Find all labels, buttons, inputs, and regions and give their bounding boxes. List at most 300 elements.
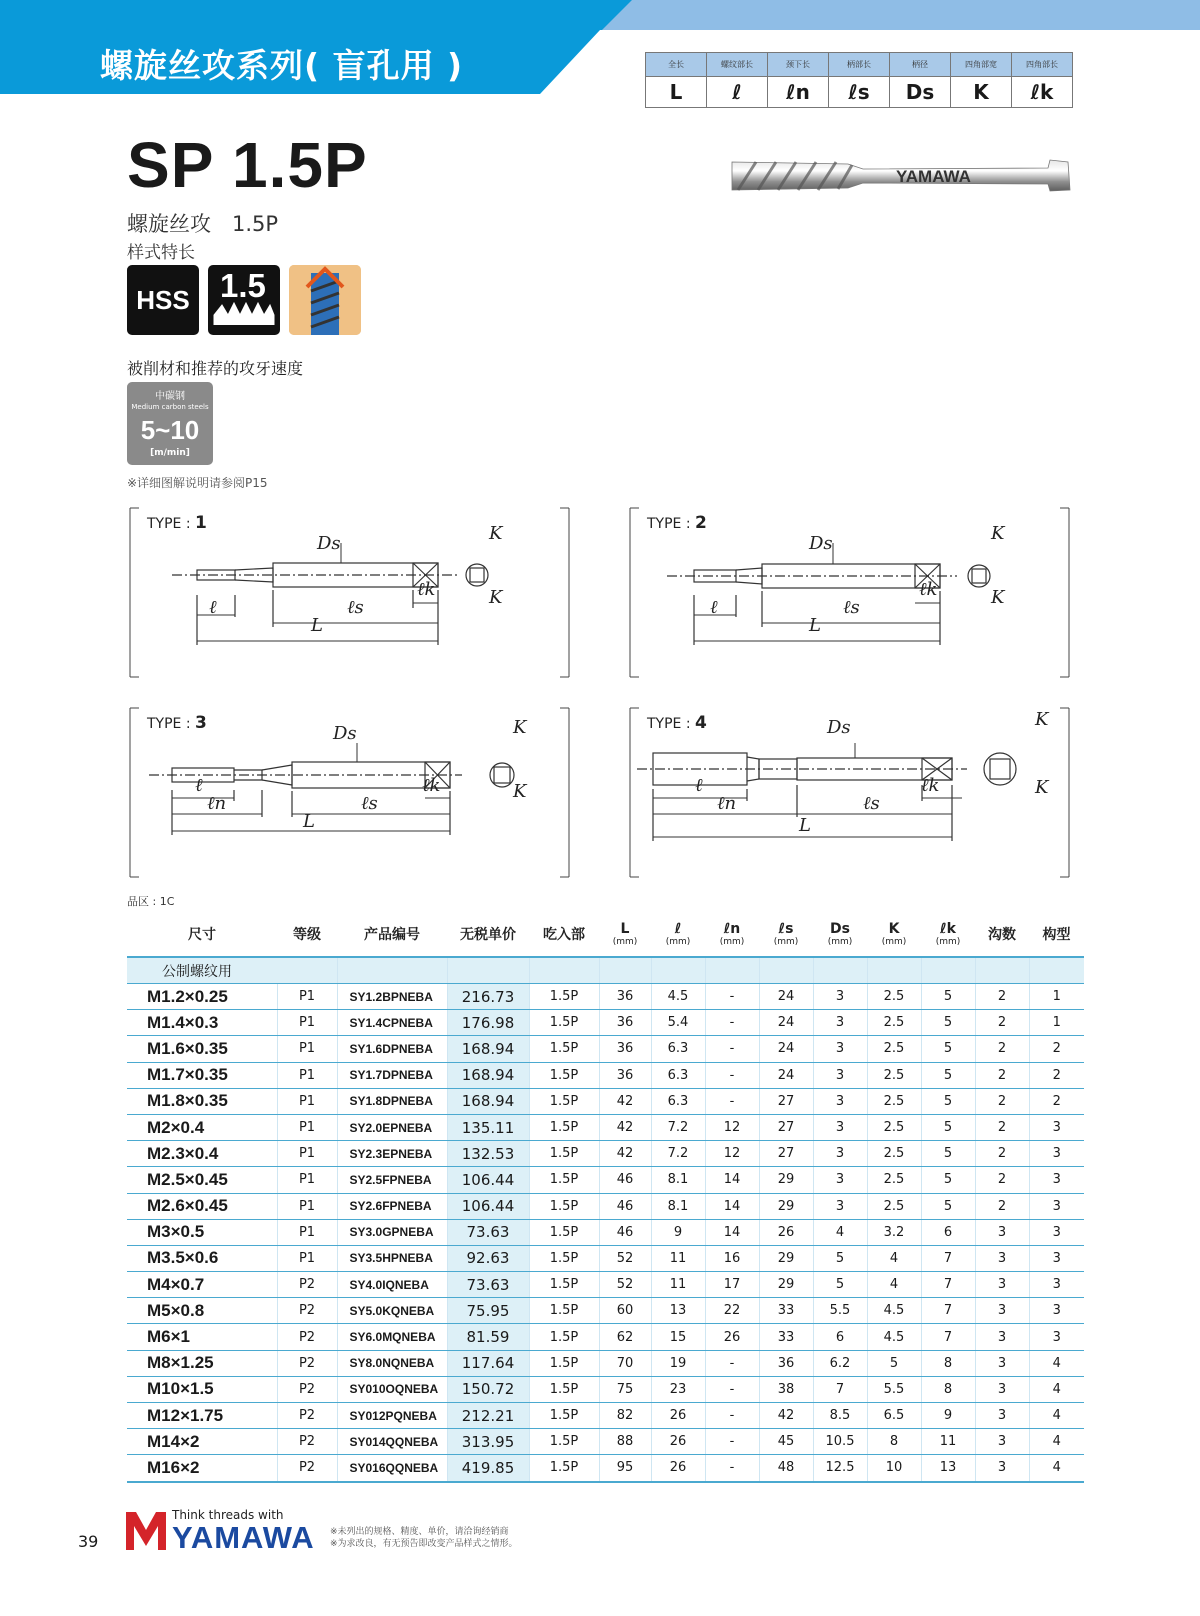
table-cell: 7: [921, 1245, 975, 1271]
table-cell: 1: [1029, 984, 1084, 1010]
table-cell: 6.2: [813, 1350, 867, 1376]
table-cell: 9: [651, 1219, 705, 1245]
table-cell: 27: [759, 1114, 813, 1140]
page-title: 螺旋丝攻系列( 盲孔用 ): [100, 46, 464, 85]
table-cell: 7: [813, 1376, 867, 1402]
svg-text:ℓk: ℓk: [422, 775, 441, 796]
table-cell: 1.5P: [529, 1088, 599, 1114]
table-cell: 3: [975, 1376, 1029, 1402]
column-header: 产品编号: [337, 912, 447, 957]
table-cell: SY2.5FPNEBA: [337, 1167, 447, 1193]
footer-brand: YAMAWA: [172, 1520, 315, 1555]
table-cell: 2: [975, 1141, 1029, 1167]
table-cell: 3: [1029, 1193, 1084, 1219]
reference-note: ※详细图解说明请参阅P15: [127, 476, 268, 490]
table-cell: 2: [975, 1036, 1029, 1062]
table-cell: 5: [921, 1114, 975, 1140]
tap-tool-image: [728, 156, 1073, 196]
legend-label: 四角部宽: [951, 53, 1012, 77]
table-cell: M10×1.5: [127, 1376, 277, 1402]
table-cell: 3: [1029, 1245, 1084, 1271]
table-cell: 4: [1029, 1403, 1084, 1429]
svg-text:ℓs: ℓs: [361, 793, 378, 814]
svg-text:K: K: [513, 717, 527, 738]
table-row: [127, 1219, 1084, 1245]
table-cell: P2: [277, 1350, 337, 1376]
table-cell: 8: [921, 1376, 975, 1402]
table-cell: 4: [867, 1272, 921, 1298]
table-cell: SY016QQNEBA: [337, 1455, 447, 1482]
table-cell: P1: [277, 1245, 337, 1271]
table-cell: SY8.0NQNEBA: [337, 1350, 447, 1376]
table-cell: M12×1.75: [127, 1403, 277, 1429]
table-cell: 1.5P: [529, 1403, 599, 1429]
table-cell: 5.5: [867, 1376, 921, 1402]
table-cell: 36: [759, 1350, 813, 1376]
table-cell: 81.59: [447, 1324, 529, 1350]
table-cell: P1: [277, 984, 337, 1010]
table-cell: -: [705, 1062, 759, 1088]
table-cell: 2: [975, 1088, 1029, 1114]
table-cell: 27: [759, 1088, 813, 1114]
table-cell: 3: [813, 1062, 867, 1088]
legend-label: 全长: [646, 53, 707, 77]
table-row: [127, 1036, 1084, 1062]
table-cell: 4.5: [651, 984, 705, 1010]
table-cell: 150.72: [447, 1376, 529, 1402]
table-cell: SY3.0GPNEBA: [337, 1219, 447, 1245]
table-row: [127, 1167, 1084, 1193]
footer-tagline: Think threads with: [172, 1508, 284, 1522]
table-row: [127, 1324, 1084, 1350]
svg-text:K: K: [1035, 709, 1049, 730]
table-cell: P2: [277, 1298, 337, 1324]
table-cell: SY3.5HPNEBA: [337, 1245, 447, 1271]
svg-text:ℓ: ℓ: [695, 775, 703, 796]
table-cell: 22: [705, 1298, 759, 1324]
legend-symbol: ℓn: [768, 77, 829, 108]
table-cell: 4: [867, 1245, 921, 1271]
table-cell: M3.5×0.6: [127, 1245, 277, 1271]
table-row: [127, 1272, 1084, 1298]
table-cell: 2: [975, 984, 1029, 1010]
yamawa-logo-icon: [126, 1508, 166, 1550]
table-cell: 88: [599, 1429, 651, 1455]
table-cell: 60: [599, 1298, 651, 1324]
table-cell: 3: [1029, 1167, 1084, 1193]
table-cell: 1.5P: [529, 1298, 599, 1324]
dim-label-l: ℓ: [209, 597, 217, 618]
table-cell: 1.5P: [529, 1036, 599, 1062]
table-cell: 1.5P: [529, 1062, 599, 1088]
table-cell: 1.5P: [529, 1245, 599, 1271]
svg-text:L: L: [303, 811, 315, 832]
table-cell: 5: [867, 1350, 921, 1376]
table-row: [127, 984, 1084, 1010]
table-cell: 216.73: [447, 984, 529, 1010]
table-cell: -: [705, 1429, 759, 1455]
svg-text:Ds: Ds: [333, 723, 357, 744]
chip-evacuation-icon: [289, 265, 361, 335]
table-cell: 2: [1029, 1062, 1084, 1088]
column-header: ℓn (mm): [705, 912, 759, 957]
table-cell: -: [705, 1350, 759, 1376]
table-cell: 29: [759, 1193, 813, 1219]
table-cell: 3: [1029, 1298, 1084, 1324]
table-cell: 8: [867, 1429, 921, 1455]
table-cell: 2.5: [867, 1141, 921, 1167]
table-cell: 6.3: [651, 1062, 705, 1088]
spec-table: [127, 912, 1084, 1483]
table-cell: 52: [599, 1272, 651, 1298]
table-cell: SY6.0MQNEBA: [337, 1324, 447, 1350]
materials-heading: 被削材和推荐的攻牙速度: [127, 359, 304, 378]
table-cell: 29: [759, 1167, 813, 1193]
table-cell: 33: [759, 1324, 813, 1350]
table-cell: 9: [921, 1403, 975, 1429]
table-cell: 36: [599, 1062, 651, 1088]
table-cell: 2: [1029, 1088, 1084, 1114]
table-cell: P1: [277, 1088, 337, 1114]
table-cell: 29: [759, 1245, 813, 1271]
dimension-legend: [645, 52, 1073, 108]
table-cell: 75: [599, 1376, 651, 1402]
tool-brand: YAMAWA: [896, 167, 971, 186]
table-cell: 313.95: [447, 1429, 529, 1455]
pitch-badge: [208, 265, 280, 335]
table-cell: -: [705, 1455, 759, 1482]
table-cell: 4: [1029, 1350, 1084, 1376]
table-cell: 12: [705, 1114, 759, 1140]
svg-text:K: K: [991, 523, 1005, 544]
group-row: [127, 957, 1084, 984]
table-cell: P1: [277, 1141, 337, 1167]
table-cell: 73.63: [447, 1219, 529, 1245]
table-cell: M4×0.7: [127, 1272, 277, 1298]
table-cell: P1: [277, 1062, 337, 1088]
table-cell: 5: [813, 1245, 867, 1271]
material-name-en: Medium carbon steels: [131, 403, 209, 411]
table-cell: 117.64: [447, 1350, 529, 1376]
svg-text:ℓ: ℓ: [710, 597, 718, 618]
table-cell: 5: [921, 1167, 975, 1193]
product-subtitle: 螺旋丝攻 1.5P: [127, 212, 279, 236]
table-cell: 82: [599, 1403, 651, 1429]
cutting-speed-unit: [m/min]: [150, 448, 190, 458]
table-cell: 36: [599, 1036, 651, 1062]
table-cell: 3: [813, 1088, 867, 1114]
svg-text:ℓ: ℓ: [195, 775, 203, 796]
table-cell: -: [705, 1036, 759, 1062]
table-cell: P2: [277, 1376, 337, 1402]
dim-label-k: K: [489, 587, 503, 608]
table-cell: 106.44: [447, 1193, 529, 1219]
table-cell: 8.5: [813, 1403, 867, 1429]
table-cell: -: [705, 984, 759, 1010]
table-cell: M1.2×0.25: [127, 984, 277, 1010]
table-cell: M8×1.25: [127, 1350, 277, 1376]
table-cell: 3: [813, 1010, 867, 1036]
thread-profile-icon: [208, 265, 280, 335]
table-cell: 1.5P: [529, 984, 599, 1010]
table-cell: 1.5P: [529, 1193, 599, 1219]
table-cell: 1.5P: [529, 1324, 599, 1350]
type-4-diagram: [627, 705, 1072, 880]
table-cell: 168.94: [447, 1062, 529, 1088]
table-cell: -: [705, 1010, 759, 1036]
legend-symbol: ℓs: [829, 77, 890, 108]
table-cell: 15: [651, 1324, 705, 1350]
table-cell: 2.5: [867, 1114, 921, 1140]
table-cell: SY2.3EPNEBA: [337, 1141, 447, 1167]
legend-symbol: L: [646, 77, 707, 108]
column-header: 等级: [277, 912, 337, 957]
svg-text:L: L: [809, 615, 821, 636]
table-cell: M1.4×0.3: [127, 1010, 277, 1036]
legend-symbol: ℓ: [707, 77, 768, 108]
table-cell: 3: [813, 1167, 867, 1193]
table-cell: 5: [921, 1141, 975, 1167]
table-cell: 75.95: [447, 1298, 529, 1324]
table-cell: M2.6×0.45: [127, 1193, 277, 1219]
table-cell: M2.3×0.4: [127, 1141, 277, 1167]
table-cell: 13: [651, 1298, 705, 1324]
table-cell: P1: [277, 1219, 337, 1245]
table-cell: 3: [975, 1298, 1029, 1324]
column-header: 尺寸: [127, 912, 277, 957]
table-cell: SY2.0EPNEBA: [337, 1114, 447, 1140]
table-cell: -: [705, 1088, 759, 1114]
svg-text:ℓs: ℓs: [863, 793, 880, 814]
table-cell: 92.63: [447, 1245, 529, 1271]
table-cell: P2: [277, 1403, 337, 1429]
table-cell: 70: [599, 1350, 651, 1376]
svg-text:ℓn: ℓn: [717, 793, 737, 814]
svg-text:K: K: [991, 587, 1005, 608]
table-cell: 2.5: [867, 1036, 921, 1062]
table-row: [127, 1429, 1084, 1455]
column-header: 沟数: [975, 912, 1029, 957]
table-cell: 26: [651, 1403, 705, 1429]
table-cell: 4: [1029, 1455, 1084, 1482]
table-cell: 73.63: [447, 1272, 529, 1298]
column-header: K (mm): [867, 912, 921, 957]
table-cell: M1.8×0.35: [127, 1088, 277, 1114]
table-cell: 5.4: [651, 1010, 705, 1036]
table-cell: 52: [599, 1245, 651, 1271]
table-row: [127, 1403, 1084, 1429]
table-cell: 26: [651, 1429, 705, 1455]
speed-box: [127, 382, 213, 465]
table-cell: 4.5: [867, 1324, 921, 1350]
table-cell: 3: [1029, 1114, 1084, 1140]
table-cell: 3: [975, 1403, 1029, 1429]
table-cell: 14: [705, 1219, 759, 1245]
table-cell: 4: [1029, 1429, 1084, 1455]
table-cell: 11: [651, 1245, 705, 1271]
legend-label: 螺纹部长: [707, 53, 768, 77]
table-cell: 33: [759, 1298, 813, 1324]
table-cell: SY1.7DPNEBA: [337, 1062, 447, 1088]
table-row: [127, 1455, 1084, 1482]
table-cell: 7: [921, 1298, 975, 1324]
table-cell: 2.5: [867, 1010, 921, 1036]
column-header: ℓ (mm): [651, 912, 705, 957]
table-cell: 12: [705, 1141, 759, 1167]
table-cell: 5: [921, 1088, 975, 1114]
column-header: 构型: [1029, 912, 1084, 957]
table-cell: 17: [705, 1272, 759, 1298]
table-cell: 3: [1029, 1141, 1084, 1167]
table-cell: 3: [975, 1272, 1029, 1298]
table-cell: P2: [277, 1455, 337, 1482]
table-row: [127, 1350, 1084, 1376]
footer-note: ※未列出的规格、精度、单价，请洽询经销商: [330, 1527, 509, 1537]
table-cell: 3: [975, 1455, 1029, 1482]
table-cell: 168.94: [447, 1088, 529, 1114]
table-cell: 24: [759, 1010, 813, 1036]
table-cell: 3: [813, 1036, 867, 1062]
column-header: L (mm): [599, 912, 651, 957]
table-cell: 38: [759, 1376, 813, 1402]
svg-text:ℓk: ℓk: [919, 579, 938, 600]
table-cell: -: [705, 1376, 759, 1402]
table-row: [127, 1010, 1084, 1036]
table-cell: 29: [759, 1272, 813, 1298]
table-cell: 1.5P: [529, 1114, 599, 1140]
table-cell: P1: [277, 1193, 337, 1219]
table-cell: 1.5P: [529, 1141, 599, 1167]
table-cell: SY010OQNEBA: [337, 1376, 447, 1402]
legend-symbol: K: [951, 77, 1012, 108]
table-cell: 26: [759, 1219, 813, 1245]
table-cell: 1.5P: [529, 1376, 599, 1402]
type-label: TYPE : 3: [147, 713, 207, 733]
legend-symbol: Ds: [890, 77, 951, 108]
table-cell: 3: [1029, 1219, 1084, 1245]
table-cell: 26: [705, 1324, 759, 1350]
table-cell: 95: [599, 1455, 651, 1482]
table-cell: -: [705, 1403, 759, 1429]
product-model: SP 1.5P: [127, 129, 368, 201]
table-cell: 5: [813, 1272, 867, 1298]
type-3-diagram: [127, 705, 572, 880]
table-cell: 7: [921, 1272, 975, 1298]
table-cell: 3: [813, 1193, 867, 1219]
table-cell: 7.2: [651, 1141, 705, 1167]
table-cell: 2.5: [867, 1062, 921, 1088]
table-cell: 2.5: [867, 1088, 921, 1114]
table-cell: 5: [921, 1010, 975, 1036]
table-cell: 27: [759, 1141, 813, 1167]
table-cell: 6: [813, 1324, 867, 1350]
legend-label: 柄部长: [829, 53, 890, 77]
table-cell: SY014QQNEBA: [337, 1429, 447, 1455]
svg-text:Ds: Ds: [827, 717, 851, 738]
table-cell: 3: [813, 1141, 867, 1167]
table-cell: 5: [921, 1036, 975, 1062]
table-cell: 24: [759, 984, 813, 1010]
group-label: 公制螺纹用: [127, 957, 337, 984]
dim-label-k: K: [489, 523, 503, 544]
table-cell: 8.1: [651, 1167, 705, 1193]
table-cell: 212.21: [447, 1403, 529, 1429]
table-row: [127, 1062, 1084, 1088]
table-cell: 42: [599, 1141, 651, 1167]
table-cell: SY1.4CPNEBA: [337, 1010, 447, 1036]
table-cell: 23: [651, 1376, 705, 1402]
table-cell: 3: [975, 1324, 1029, 1350]
table-cell: 16: [705, 1245, 759, 1271]
table-cell: 6.5: [867, 1403, 921, 1429]
table-cell: 8.1: [651, 1193, 705, 1219]
table-cell: 3: [1029, 1272, 1084, 1298]
table-cell: M1.6×0.35: [127, 1036, 277, 1062]
table-cell: 2.5: [867, 984, 921, 1010]
table-cell: 132.53: [447, 1141, 529, 1167]
table-cell: 135.11: [447, 1114, 529, 1140]
table-cell: SY5.0KQNEBA: [337, 1298, 447, 1324]
table-cell: SY1.2BPNEBA: [337, 984, 447, 1010]
table-cell: 12.5: [813, 1455, 867, 1482]
table-cell: 2.5: [867, 1167, 921, 1193]
table-cell: SY4.0IQNEBA: [337, 1272, 447, 1298]
material-badge: HSS: [127, 265, 199, 335]
column-header: ℓs (mm): [759, 912, 813, 957]
table-cell: 3: [813, 984, 867, 1010]
table-cell: 46: [599, 1167, 651, 1193]
table-cell: SY2.6FPNEBA: [337, 1193, 447, 1219]
svg-text:ℓn: ℓn: [207, 793, 227, 814]
svg-text:Ds: Ds: [809, 533, 833, 554]
table-row: [127, 1298, 1084, 1324]
table-cell: 4.5: [867, 1298, 921, 1324]
table-cell: P2: [277, 1324, 337, 1350]
table-cell: 4: [813, 1219, 867, 1245]
table-cell: 3: [975, 1429, 1029, 1455]
table-cell: 46: [599, 1219, 651, 1245]
table-cell: P2: [277, 1272, 337, 1298]
page-number: 39: [78, 1532, 99, 1551]
table-cell: P1: [277, 1010, 337, 1036]
table-row: [127, 1376, 1084, 1402]
table-cell: 4: [1029, 1376, 1084, 1402]
product-style: 样式特长: [127, 243, 195, 263]
table-row: [127, 1088, 1084, 1114]
table-cell: 13: [921, 1455, 975, 1482]
table-cell: 24: [759, 1062, 813, 1088]
table-cell: 42: [759, 1403, 813, 1429]
table-cell: 5: [921, 1193, 975, 1219]
table-cell: P2: [277, 1429, 337, 1455]
dim-label-L: L: [311, 615, 323, 636]
type-2-diagram: [627, 505, 1072, 680]
table-cell: 6.3: [651, 1036, 705, 1062]
table-cell: M2×0.4: [127, 1114, 277, 1140]
dim-label-ls: ℓs: [347, 597, 364, 618]
table-row: [127, 1114, 1084, 1140]
svg-text:ℓk: ℓk: [921, 775, 940, 796]
table-cell: 10.5: [813, 1429, 867, 1455]
column-header: ℓk (mm): [921, 912, 975, 957]
table-cell: 3.2: [867, 1219, 921, 1245]
table-cell: 6.3: [651, 1088, 705, 1114]
table-cell: 2: [975, 1010, 1029, 1036]
svg-text:K: K: [513, 781, 527, 802]
area-code: 品区 : 1C: [127, 895, 175, 908]
table-cell: 1.5P: [529, 1272, 599, 1298]
table-cell: 3: [975, 1245, 1029, 1271]
